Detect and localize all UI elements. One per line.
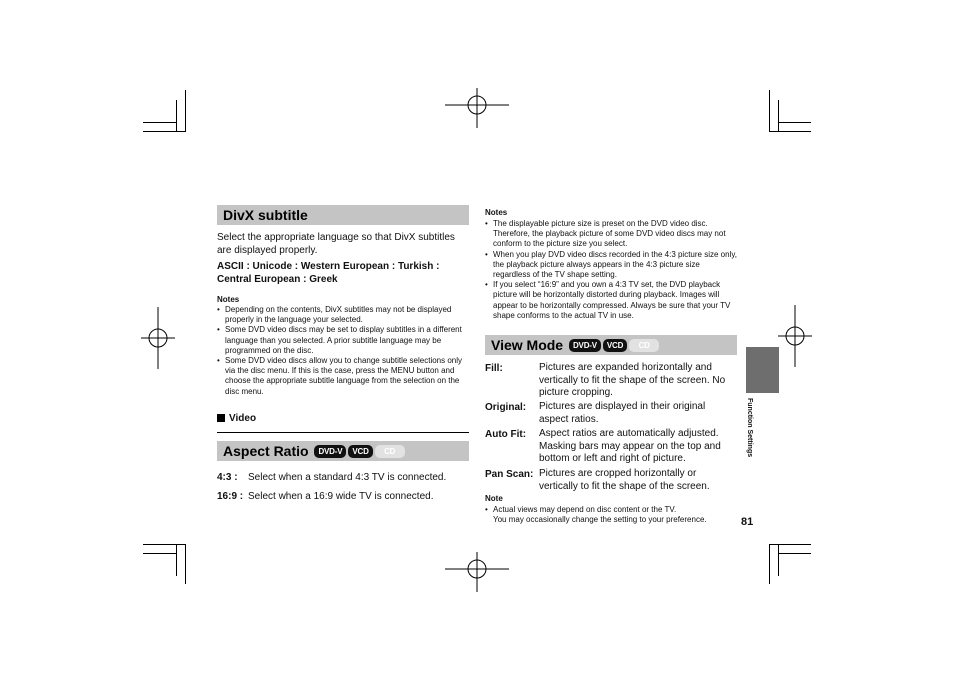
section-title: DivX subtitle <box>223 207 308 223</box>
vcd-badge: VCD <box>603 339 627 352</box>
mode-desc-pan-scan: Pictures are cropped horizontally or vertically to fit the shape of the screen. <box>539 468 710 492</box>
divx-notes-label: Notes <box>217 295 240 304</box>
side-label-text: Function Settings <box>746 398 753 458</box>
video-heading <box>217 412 256 425</box>
cd-badge: CD <box>375 445 405 458</box>
section-title: View Mode <box>491 337 564 353</box>
list-item: • The displayable picture size is preset on the DVD video disc. Therefore, the playback picture of some DVD video discs may not conform to the picture size you select. <box>485 219 739 250</box>
chapter-tab <box>746 347 779 393</box>
divx-notes <box>217 305 464 397</box>
mode-desc-auto-fit: Aspect ratios are automatically adjusted. Masking bars may appear on the top and bottom or left and right of picture. <box>539 428 721 465</box>
cd-badge: CD <box>629 339 659 352</box>
dvd-v-badge: DVD-V <box>314 445 346 458</box>
view-mode-note <box>485 505 745 525</box>
option-term: 16:9 : <box>217 491 244 502</box>
registration-target-top <box>445 88 509 128</box>
view-mode-note-label: Note <box>485 494 503 503</box>
right-notes <box>485 219 739 321</box>
mode-term-fill: Fill: <box>485 363 503 374</box>
option-desc: Select when a standard 4:3 TV is connected. <box>248 472 447 483</box>
divx-options <box>217 260 469 286</box>
mode-term-original: Original: <box>485 402 527 413</box>
divx-options-line2: Central European : Greek <box>217 274 338 285</box>
view-mode-header <box>485 335 737 355</box>
list-item: • Some DVD video discs allow you to change subtitle selections only via the disc menu. If this is the case, press the MENU button and choose the appropriate subtitle language from the selection on the disc menu. <box>217 356 464 397</box>
list-item <box>485 505 745 525</box>
divx-intro: Select the appropriate language so that DivX subtitles are displayed properly. <box>217 232 455 256</box>
option-term: 4:3 : <box>217 472 238 483</box>
option-desc: Select when a 16:9 wide TV is connected. <box>248 491 434 502</box>
dvd-v-badge: DVD-V <box>569 339 601 352</box>
note-line: You may occasionally change the setting to your preference. <box>493 515 707 525</box>
list-item: • Some DVD video discs may be set to display subtitles in a different language than you selected. A prior subtitle language may be programmed on the disc. <box>217 325 464 356</box>
registration-target-bottom <box>445 552 509 592</box>
right-notes-label: Notes <box>485 208 508 217</box>
page-number: 81 <box>741 516 754 528</box>
video-heading-label: Video <box>229 413 257 424</box>
mode-desc-fill: Pictures are expanded horizontally and vertically to fit the shape of the screen. No picture cropping. <box>539 362 726 399</box>
mode-desc-original: Pictures are displayed in their original aspect ratios. <box>539 401 706 425</box>
aspect-option-4-3 <box>217 471 446 484</box>
list-item: • Depending on the contents, DivX subtitles may not be displayed properly in the language your selected. <box>217 305 464 325</box>
note-line: • Actual views may depend on disc content or the TV. <box>493 505 677 514</box>
list-item: • When you play DVD video discs recorded in the 4:3 picture size only, the playback picture always appears in the 4:3 picture size regardless of the TV shape setting. <box>485 250 739 281</box>
vcd-badge: VCD <box>348 445 372 458</box>
mode-term-auto-fit: Auto Fit: <box>485 429 527 440</box>
aspect-option-16-9 <box>217 490 433 503</box>
registration-target-right <box>778 305 812 367</box>
aspect-ratio-header <box>217 441 469 461</box>
registration-target-left <box>141 307 175 369</box>
mode-term-pan-scan: Pan Scan: <box>485 469 534 480</box>
divx-options-line1: ASCII : Unicode : Western European : Turkish : <box>217 261 440 272</box>
section-title: Aspect Ratio <box>223 443 309 459</box>
divider <box>217 432 469 433</box>
divx-subtitle-header <box>217 205 469 225</box>
list-item: • If you select “16:9” and you own a 4:3 TV set, the DVD playback picture will be horizontally distorted during playback. Images will appear to be horizontally compressed. Always be sure that your TV shape conforms to the actual TV in use. <box>485 280 739 321</box>
square-bullet-icon <box>217 414 225 422</box>
side-label <box>742 398 756 474</box>
